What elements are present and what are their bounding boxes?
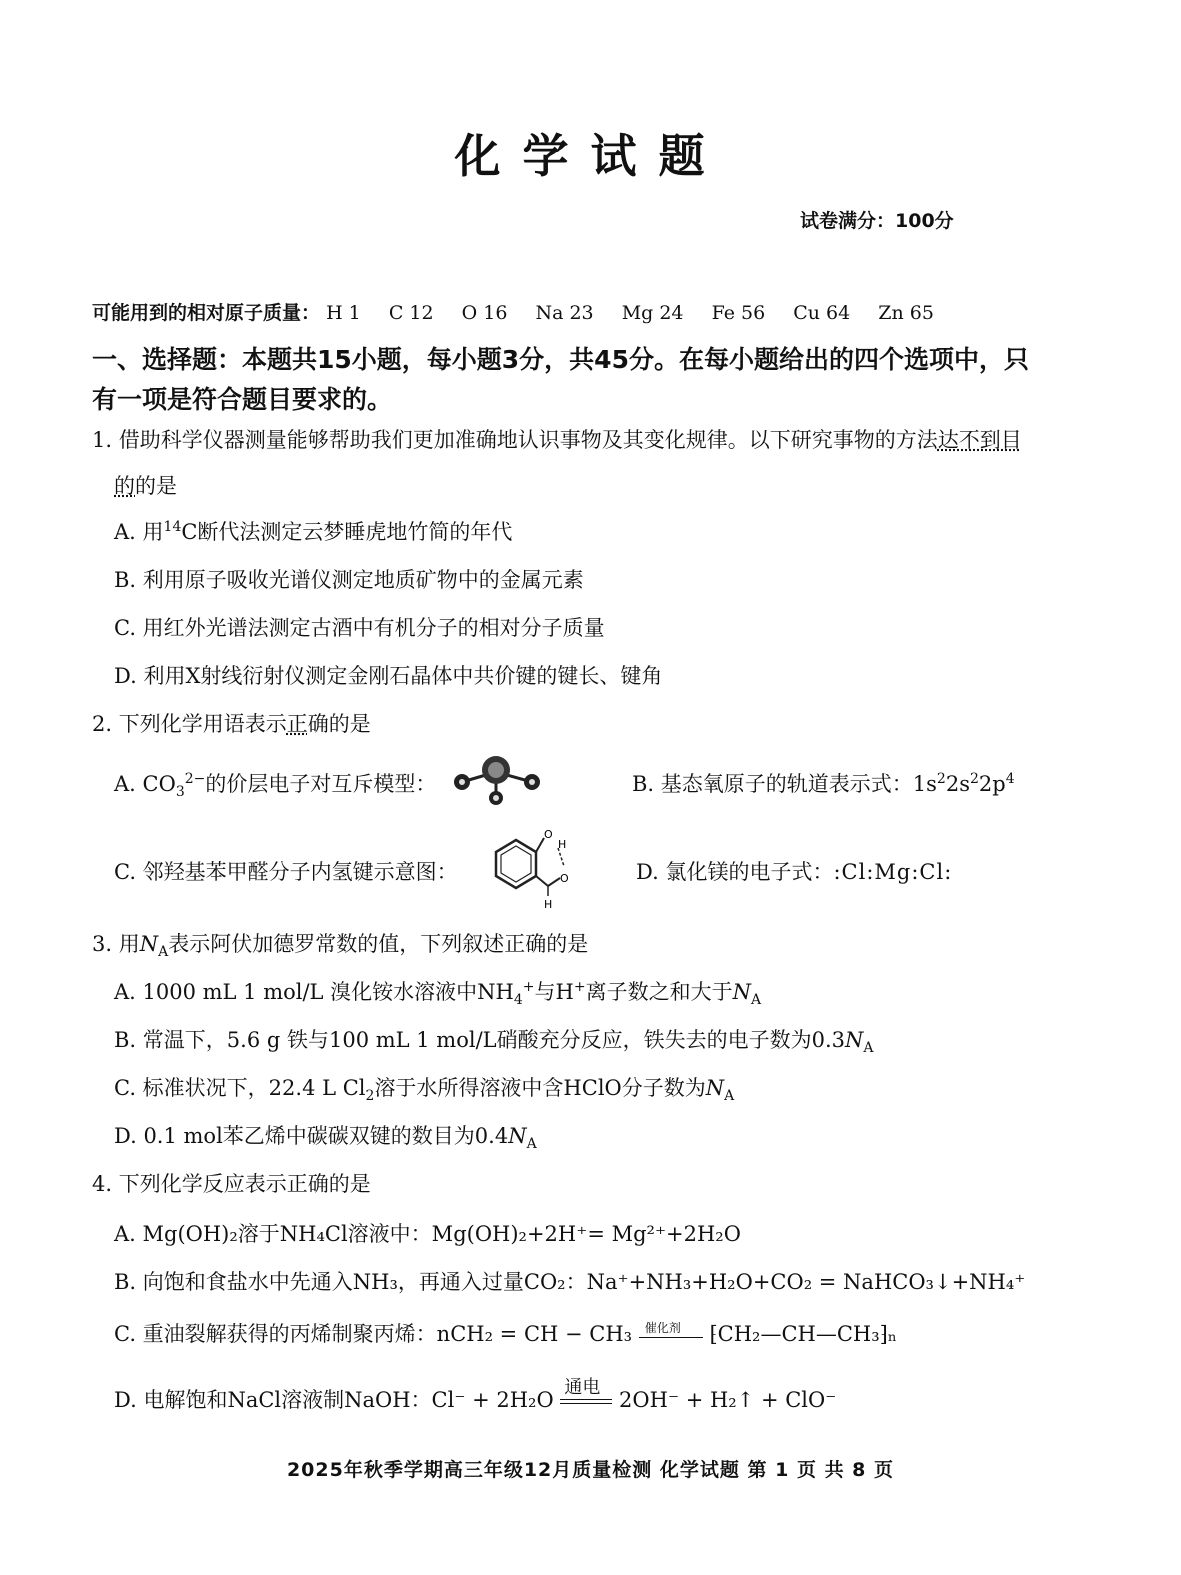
option-text: 溶于水所得溶液中含HClO分子数为 bbox=[374, 1076, 706, 1100]
option-text: C. 标准状况下，22.4 L Cl bbox=[114, 1076, 366, 1100]
superscript: 2 bbox=[969, 771, 979, 787]
option-text: A. CO bbox=[114, 772, 176, 796]
question-1-emphasis: 达不到目 bbox=[937, 428, 1022, 452]
question-4-option-c bbox=[114, 1318, 897, 1348]
reaction-arrow bbox=[639, 1321, 703, 1338]
stem-text: 表示阿伏加德罗常数的值，下列叙述正确的是 bbox=[168, 932, 589, 956]
option-text: 与H bbox=[534, 980, 574, 1004]
option-text: D. 0.1 mol苯乙烯中碳碳双键的数目为0.4 bbox=[114, 1124, 509, 1148]
mass-item: O 16 bbox=[461, 302, 508, 324]
question-3-option-d bbox=[114, 1120, 537, 1152]
equals-sign bbox=[560, 1399, 612, 1404]
mass-item: Zn 65 bbox=[878, 302, 934, 324]
electrolysis-label: 通电 bbox=[564, 1377, 601, 1398]
option-text: D. 氯化镁的电子式： bbox=[636, 860, 834, 884]
subscript: A bbox=[526, 1136, 537, 1153]
stem-text: 确的是 bbox=[307, 712, 371, 736]
option-text: D. 电解饱和NaCl溶液制NaOH：Cl⁻ + 2H₂O bbox=[114, 1388, 554, 1412]
option-text: C断代法测定云梦睡虎地竹简的年代 bbox=[181, 520, 513, 544]
option-text: A. 1000 mL 1 mol/L 溴化铵水溶液中NH bbox=[114, 980, 514, 1004]
catalyst-label: 催化剂 bbox=[644, 1321, 681, 1335]
superscript: 2− bbox=[184, 771, 206, 787]
page-footer: 2025年秋季学期高三年级12月质量检测 化学试题 第 1 页 共 8 页 bbox=[286, 1459, 895, 1481]
section-heading-line2: 有一项是符合题目要求的。 bbox=[92, 385, 393, 414]
stem-emphasis: 正 bbox=[286, 712, 308, 736]
question-3-option-b bbox=[114, 1024, 874, 1056]
avogadro-symbol: N bbox=[845, 1028, 864, 1052]
question-4-option-d bbox=[114, 1377, 837, 1414]
stem-text: 3. 用 bbox=[92, 932, 140, 956]
avogadro-symbol: N bbox=[508, 1124, 527, 1148]
question-1-stem-text: 1. 借助科学仪器测量能够帮助我们更加准确地认识事物及其变化规律。以下研究事物的方法 bbox=[92, 428, 938, 452]
section-heading-line1: 一、选择题：本题共15小题，每小题3分，共45分。在每小题给出的四个选项中，只 bbox=[92, 345, 1029, 374]
page-title: 化学试题 bbox=[454, 129, 727, 183]
option-text: B. 常温下，5.6 g 铁与100 mL 1 mol/L硝酸充分反应，铁失去的电子数为0.3 bbox=[114, 1028, 845, 1052]
question-1-option-d: D. 利用X射线衍射仪测定金刚石晶体中共价键的键长、键角 bbox=[114, 664, 663, 688]
hydrogen-label-top: H bbox=[558, 838, 567, 851]
question-3-option-c bbox=[114, 1072, 734, 1104]
option-text: 2s bbox=[945, 772, 970, 796]
option-text: 2OH⁻ + H₂↑ + ClO⁻ bbox=[619, 1388, 837, 1412]
mass-item: Na 23 bbox=[535, 302, 594, 324]
question-2-option-c: C. 邻羟基苯甲醛分子内氢键示意图： bbox=[114, 860, 458, 884]
question-2-option-b bbox=[632, 768, 1015, 798]
subscript: 3 bbox=[175, 784, 185, 801]
question-1-option-c: C. 用红外光谱法测定古酒中有机分子的相对分子质量 bbox=[114, 616, 605, 640]
question-3-option-a bbox=[114, 976, 761, 1008]
svg-text:O: O bbox=[544, 828, 553, 841]
question-4-option-a: A. Mg(OH)₂溶于NH₄Cl溶液中：Mg(OH)₂+2H⁺= Mg²⁺+2H₂O bbox=[114, 1222, 741, 1246]
superscript: + bbox=[573, 979, 586, 995]
option-text: A. 用 bbox=[114, 520, 164, 544]
question-1-stem-end: 的是 bbox=[135, 474, 177, 498]
subscript: A bbox=[158, 944, 169, 961]
question-2-option-a bbox=[114, 768, 436, 800]
superscript: + bbox=[522, 979, 535, 995]
mass-item: Mg 24 bbox=[621, 302, 684, 324]
superscript: 2 bbox=[936, 771, 946, 787]
option-text: C. 重油裂解获得的丙烯制聚丙烯：nCH₂ = CH − CH₃ bbox=[114, 1322, 633, 1346]
stem-text: 2. 下列化学用语表示 bbox=[92, 712, 287, 736]
superscript: 4 bbox=[1005, 771, 1015, 787]
question-1-emphasis-2: 的 bbox=[114, 474, 135, 498]
subscript: A bbox=[750, 992, 762, 1009]
atomic-masses-label: 可能用到的相对原子质量： bbox=[92, 302, 321, 324]
hydrogen-label-bottom: H bbox=[544, 898, 553, 910]
option-text: ⁅CH₂—CH—CH₃⁆ₙ bbox=[709, 1322, 897, 1346]
avogadro-symbol: N bbox=[705, 1076, 725, 1100]
question-2-stem bbox=[92, 708, 371, 738]
question-3-stem bbox=[92, 928, 588, 960]
question-1-option-b: B. 利用原子吸收光谱仪测定地质矿物中的金属元素 bbox=[114, 568, 584, 592]
option-text: 2p bbox=[978, 772, 1006, 796]
avogadro-symbol: N bbox=[139, 932, 159, 956]
superscript: 14 bbox=[163, 519, 182, 535]
hydrogen-bond-diagram bbox=[486, 826, 582, 910]
question-2-option-d bbox=[636, 856, 952, 886]
option-text: 的价层电子对互斥模型： bbox=[205, 772, 437, 796]
subscript: 4 bbox=[513, 992, 523, 1009]
mass-item: C 12 bbox=[388, 302, 434, 324]
atomic-masses bbox=[92, 298, 956, 325]
option-text: B. 基态氧原子的轨道表示式：1s bbox=[632, 772, 937, 796]
question-1-stem-cont bbox=[114, 470, 177, 500]
question-4-option-b: B. 向饱和食盐水中先通入NH₃，再通入过量CO₂：Na⁺+NH₃+H₂O+CO₂ = NaHCO₃↓+NH₄⁺ bbox=[114, 1270, 1026, 1294]
avogadro-symbol: N bbox=[732, 980, 751, 1004]
vsepr-model-diagram bbox=[448, 750, 544, 806]
subscript: A bbox=[863, 1040, 874, 1057]
question-1-option-a bbox=[114, 516, 512, 546]
option-text: 离子数之和大于 bbox=[585, 980, 733, 1004]
full-score: 试卷满分：100分 bbox=[800, 210, 954, 232]
electron-formula: :Cl:Mg:Cl: bbox=[833, 860, 953, 884]
mass-item: H 1 bbox=[326, 302, 361, 324]
mass-item: Cu 64 bbox=[793, 302, 851, 324]
electrolysis-sign bbox=[560, 1377, 612, 1404]
svg-text:O: O bbox=[560, 872, 569, 885]
arrow-line bbox=[639, 1337, 703, 1338]
mass-item: Fe 56 bbox=[711, 302, 766, 324]
subscript: A bbox=[724, 1088, 735, 1105]
question-4-stem: 4. 下列化学反应表示正确的是 bbox=[92, 1172, 371, 1196]
question-1-stem bbox=[92, 424, 1022, 454]
subscript: 2 bbox=[365, 1088, 375, 1105]
